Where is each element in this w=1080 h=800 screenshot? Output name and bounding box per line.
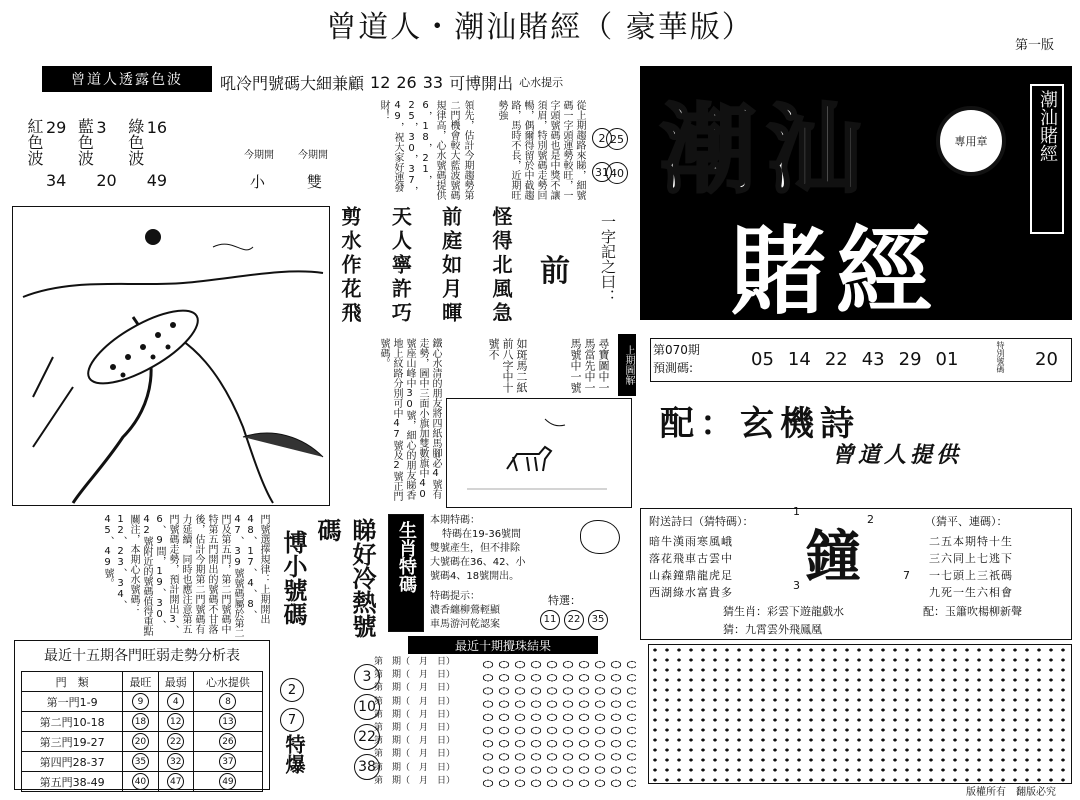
zebra-sketch bbox=[447, 399, 631, 507]
result-row-label: 第 期（ 月 日） bbox=[374, 749, 456, 760]
zodiac-label: 生肖特碼 bbox=[396, 521, 417, 593]
prediction-box bbox=[650, 338, 1072, 382]
hot-cold-sub: 博小號碼 bbox=[279, 530, 308, 626]
door-range: 9 bbox=[90, 695, 98, 709]
brand-title-2: 賭經 bbox=[730, 215, 942, 320]
poem-table bbox=[640, 505, 1072, 640]
puzzle-illustration bbox=[13, 207, 329, 505]
poem-footer: 配：玉簫吹楊柳新聲 bbox=[923, 605, 1022, 618]
predict-number: 05 bbox=[751, 349, 774, 370]
number-circle: 40 bbox=[132, 773, 149, 790]
blue-wave bbox=[76, 118, 116, 190]
results-block bbox=[368, 636, 642, 790]
poem-corner: 2 bbox=[867, 513, 874, 526]
predict-number: 22 bbox=[824, 349, 848, 370]
door-name: 第五門 bbox=[39, 775, 73, 789]
poem-line: 怪得北風急 bbox=[488, 206, 513, 326]
number-circle: 3 bbox=[354, 664, 380, 690]
column-header: 最旺 bbox=[123, 672, 158, 692]
number-circle: 38 bbox=[354, 754, 380, 780]
period-number: 第070期 bbox=[653, 343, 700, 357]
poem-table-line: 暗牛漢雨寒風峨 bbox=[649, 535, 733, 548]
brand-title-1: 潮汕 bbox=[660, 93, 872, 206]
headline-number: 33 bbox=[422, 72, 444, 92]
notice-tag: 上期圖解 bbox=[618, 334, 636, 396]
red-wave-number: 34 bbox=[46, 171, 67, 190]
door-name: 第四門 bbox=[39, 755, 73, 769]
clue-text-a: 尋寶圖中一馬當先中一馬號中一號 bbox=[569, 338, 610, 393]
poem-corner: 3 bbox=[793, 579, 800, 592]
poem-table-line: 西湖綠水富貴多 bbox=[649, 586, 733, 599]
door-range: 27 bbox=[90, 735, 105, 749]
number-circle: 47 bbox=[167, 773, 184, 790]
poem-table-line: 落花飛車古雲中 bbox=[649, 552, 733, 565]
results-title: 最近十期攪珠結果 bbox=[454, 638, 551, 653]
door-name: 第二門 bbox=[39, 715, 73, 729]
poem-table-line: 山森鐘鼎龍虎足 bbox=[649, 569, 733, 582]
blue-wave-label: 藍色波 bbox=[75, 118, 95, 166]
zodiac-special bbox=[540, 610, 608, 630]
poem-footer: 猜生肖：彩雲下遊龍戲水 bbox=[723, 605, 844, 618]
period-label: 今期開 bbox=[244, 150, 274, 161]
poem-table-right bbox=[929, 533, 1013, 601]
zodiac-line: 大號碼在36、42、小 bbox=[430, 557, 526, 568]
poem-line: 剪水作花飛 bbox=[338, 206, 362, 326]
poem-table-line: 二五本期特十生 bbox=[929, 535, 1013, 548]
illustration-frame bbox=[12, 206, 330, 506]
brand-seal-label: 專用章 bbox=[954, 135, 988, 148]
brand-seal bbox=[936, 106, 1006, 176]
green-wave bbox=[127, 118, 167, 190]
table-row: 第一門1-9 9 4 8 bbox=[22, 692, 263, 712]
period-label-box bbox=[653, 341, 700, 377]
door-range: 10 bbox=[72, 715, 87, 729]
poem-right-label: （猜平、連碼）： bbox=[925, 515, 1008, 528]
red-wave bbox=[26, 118, 66, 190]
number-circle: 18 bbox=[132, 713, 149, 730]
zodiac-box bbox=[430, 514, 634, 634]
analysis-table-box bbox=[14, 640, 270, 790]
size-result: 小 bbox=[250, 173, 266, 191]
number-circle: 11 bbox=[540, 610, 560, 630]
headline-suffix: 可博開出 bbox=[449, 73, 514, 93]
zodiac-cue: 特碼提示： bbox=[430, 591, 480, 602]
table-row: 第三門19-27 20 22 26 bbox=[22, 732, 263, 752]
period-label: 今期開 bbox=[298, 150, 328, 161]
result-row-label: 第 期（ 月 日） bbox=[374, 723, 456, 734]
special-number: 20 bbox=[1035, 349, 1058, 370]
poem-table-left bbox=[649, 533, 733, 601]
predict-number: 43 bbox=[861, 349, 885, 370]
odd-even-result: 雙 bbox=[306, 173, 322, 191]
dot-chart-grid bbox=[648, 644, 1072, 784]
analysis-text-1: 從上期趨路來睇，細號碼一字頭運勢較旺，一字頭號碼也是中獎不讓須眉，特別號碼走勢回暢，偶爾得留於中截趨路，馬時不長，近期旺勢強 bbox=[496, 100, 585, 200]
number-circle: 9 bbox=[132, 693, 149, 710]
zodiac-poem: 車馬游河乾認案 bbox=[430, 619, 500, 630]
clue-text-b: 如斑馬二紙前八字中十號不 bbox=[487, 338, 528, 393]
results-ovals bbox=[480, 658, 636, 788]
zodiac-title: 本期特碼： bbox=[430, 515, 480, 526]
poem-table-line: 三六同上七逃下 bbox=[929, 552, 1013, 565]
number-circle: 32 bbox=[167, 753, 184, 770]
number-circle: 40 bbox=[606, 162, 628, 184]
color-banner-label: 曾道人透露色波 bbox=[71, 72, 183, 88]
brand-block bbox=[640, 66, 1072, 320]
poem-side-label: 一字記之曰： bbox=[599, 214, 617, 304]
poem-corner: 7 bbox=[903, 569, 910, 582]
result-row-label: 第 期（ 月 日） bbox=[374, 709, 456, 720]
red-wave-label: 紅色波 bbox=[25, 118, 44, 166]
page-title: 曾道人・潮汕賭經（ 豪華版） bbox=[326, 10, 754, 45]
number-circle: 12 bbox=[167, 713, 184, 730]
headline bbox=[220, 68, 640, 96]
door-analysis-text: 門號選擇規律：上期開出48、17、4、8、47、39號號碼屬於第二門及第五門，第二門號碼中特第五門開出的號碼不甘落後，估計今期第二門號碼有力延續，同時也應注意第五門號碼走勢，預計開出3、6、9間，19、30、42號附近的號碼值得重點關注，本期心水號碼：12、23、34、45、49號。 bbox=[102, 514, 269, 638]
poem-key-char: 前 bbox=[540, 254, 570, 289]
blue-wave-number: 20 bbox=[96, 171, 117, 190]
analysis-title: 最近十五期各門旺弱走勢分析表 bbox=[44, 648, 240, 664]
headline-side: 心水提示 bbox=[519, 76, 564, 89]
door-range: 37 bbox=[90, 755, 105, 769]
number-circle: 37 bbox=[219, 753, 236, 770]
results-title-bar bbox=[408, 636, 598, 654]
col-circles-right bbox=[606, 128, 636, 188]
hot-cold-title: 睇好冷熱號碼 bbox=[313, 518, 377, 638]
poem-table-label: 附送詩曰（猜特碼）： bbox=[649, 515, 754, 528]
door-range: 28 bbox=[72, 755, 87, 769]
copyright-footer: 版權所有 翻版必究 bbox=[966, 787, 1056, 798]
poem-block bbox=[336, 206, 516, 332]
number-circle: 8 bbox=[219, 693, 236, 710]
clue-image-frame bbox=[446, 398, 632, 508]
green-wave-number: 49 bbox=[146, 171, 168, 190]
number-circle: 13 bbox=[219, 713, 236, 730]
blue-wave-number: 3 bbox=[96, 118, 107, 137]
red-wave-number: 29 bbox=[46, 118, 67, 137]
hot-cold-small bbox=[280, 678, 304, 732]
number-circle: 22 bbox=[354, 724, 380, 750]
zodiac-line: 雙號產生，但不排除 bbox=[430, 543, 520, 554]
number-circle: 49 bbox=[219, 773, 236, 790]
flower-icon bbox=[580, 520, 620, 554]
number-circle: 26 bbox=[219, 733, 236, 750]
table-header bbox=[22, 672, 263, 692]
predict-label: 預測碼: bbox=[653, 361, 694, 375]
number-circle: 35 bbox=[132, 753, 149, 770]
column-header: 門 類 bbox=[22, 672, 123, 692]
poem-line: 前庭如月暉 bbox=[438, 206, 463, 326]
analysis-table bbox=[21, 671, 263, 792]
poem-big-char: 鐘 bbox=[805, 524, 861, 590]
table-row: 第四門28-37 35 32 37 bbox=[22, 752, 263, 772]
brand-side: 潮汕賭經 bbox=[1030, 84, 1064, 234]
number-circle: 7 bbox=[280, 708, 304, 732]
result-row-label: 第 期（ 月 日） bbox=[374, 762, 456, 773]
color-banner bbox=[42, 66, 212, 92]
headline-number: 12 bbox=[370, 72, 391, 92]
predict-number: 14 bbox=[787, 349, 811, 370]
door-range: 18 bbox=[90, 715, 105, 729]
number-circle: 25 bbox=[606, 128, 628, 150]
hot-cold-special: 特爆 bbox=[282, 734, 306, 774]
door-range: 19 bbox=[72, 735, 87, 749]
special-label: 特別號碼 bbox=[996, 341, 1005, 373]
result-row-label: 第 期（ 月 日） bbox=[374, 657, 456, 667]
poem-table-line: 九死一生六相會 bbox=[929, 586, 1013, 599]
result-row-label: 第 期（ 月 日） bbox=[374, 696, 456, 707]
headline-text: 吼冷門號碼大細兼顧 bbox=[220, 73, 365, 93]
poem-banner-sub: 曾道人提供 bbox=[832, 442, 963, 468]
edition-label: 第一版 bbox=[1014, 38, 1054, 53]
zodiac-line: 特碼在19-36號間 bbox=[442, 529, 522, 540]
zodiac-line: 號碼4、18號開出。 bbox=[430, 571, 520, 582]
result-row-label: 第 期（ 月 日） bbox=[374, 775, 456, 786]
result-row-label: 第 期（ 月 日） bbox=[374, 670, 456, 681]
table-row: 第五門38-49 40 47 49 bbox=[22, 772, 263, 792]
column-header: 最弱 bbox=[158, 672, 193, 692]
door-name: 第一門 bbox=[46, 695, 80, 709]
green-wave-label: 綠色波 bbox=[125, 118, 145, 166]
period-result bbox=[244, 146, 328, 192]
number-circle: 10 bbox=[354, 694, 380, 720]
green-wave-number: 16 bbox=[146, 118, 168, 137]
poem-corner: 1 bbox=[793, 505, 800, 518]
clue-text-c: 鐵心水清的朋友將四紙馬腳必4號有走勢，圖中三面小旗加雙數旗中40號座山峰中30號，細心的朋友睇香地上紋路分別可中47號及2號正門號碼。 bbox=[378, 338, 441, 501]
number-circle: 22 bbox=[167, 733, 184, 750]
predict-number: 01 bbox=[935, 349, 959, 370]
door-range: 38 bbox=[72, 775, 87, 789]
zodiac-special-label: 特選： bbox=[548, 594, 581, 607]
number-circle: 31 bbox=[592, 162, 612, 182]
result-row-label: 第 期（ 月 日） bbox=[374, 736, 456, 747]
predict-numbers bbox=[751, 349, 958, 370]
result-row-label: 第 期（ 月 日） bbox=[374, 683, 456, 694]
number-circle: 2 bbox=[592, 128, 612, 148]
column-header: 心水提供 bbox=[193, 672, 262, 692]
number-circle: 20 bbox=[132, 733, 149, 750]
number-circle: 2 bbox=[280, 678, 304, 702]
predict-number: 29 bbox=[898, 349, 922, 370]
table-row: 第二門10-18 18 12 13 bbox=[22, 712, 263, 732]
poem-footer: 猜：九霄雲外飛鳳凰 bbox=[723, 623, 822, 636]
zodiac-poem: 濃香纏柳鶯輕顯 bbox=[430, 605, 500, 616]
door-name: 第三門 bbox=[39, 735, 73, 749]
color-wave-block bbox=[26, 118, 236, 190]
zodiac-label-box bbox=[388, 514, 424, 632]
number-circle: 4 bbox=[167, 693, 184, 710]
number-circle: 22 bbox=[564, 610, 584, 630]
poem-line: 天人寧許巧 bbox=[388, 206, 413, 326]
analysis-text-2: 領先，估計今期趨勢第二門機會較大藍波號碼規律高，心水號碼提供6，18，21，25，30，37，49，祝大家好運發財！ bbox=[378, 100, 473, 200]
number-circle: 35 bbox=[588, 610, 608, 630]
poem-table-line: 一七頭上三祇碼 bbox=[929, 569, 1013, 582]
door-range: 49 bbox=[90, 775, 105, 789]
headline-number: 26 bbox=[396, 72, 417, 92]
door-range: 1 bbox=[79, 695, 87, 709]
poem-banner-title: 配：玄機詩 bbox=[660, 404, 860, 444]
